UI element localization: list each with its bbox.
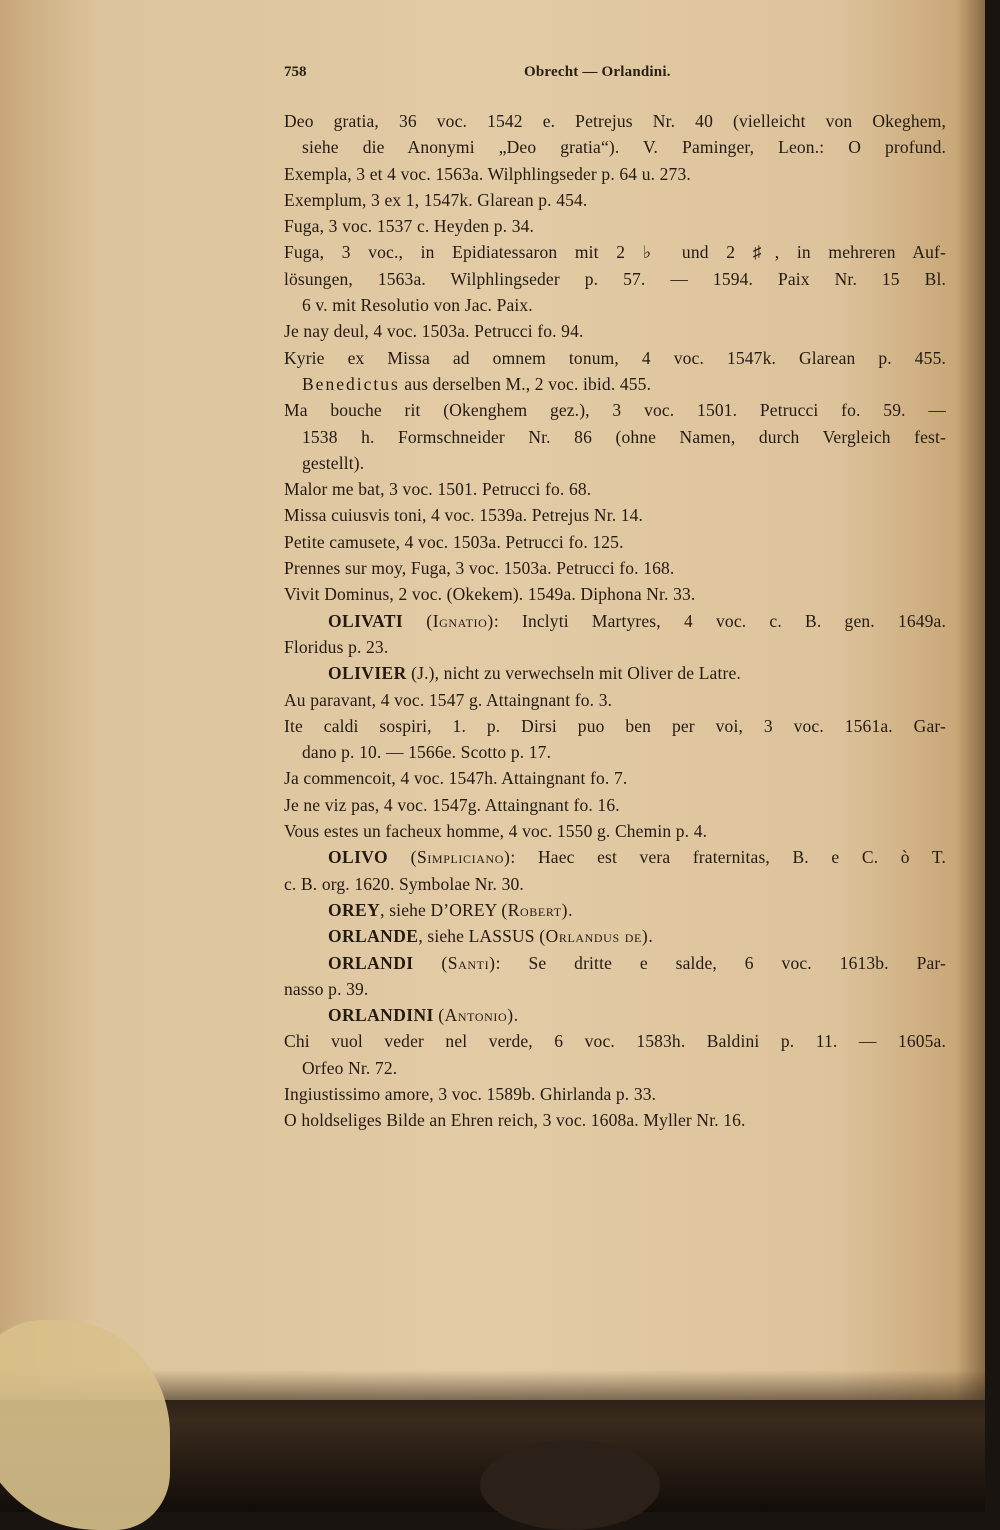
entry-text: 6 v. mit Resolutio von Jac. Paix. [302,295,533,316]
catalog-line [284,739,946,765]
entry-text: Exempla, 3 et 4 voc. 1563a. Wilphlingseder p. 64 u. 273. [284,163,691,184]
entry-text: , siehe LASSUS [418,926,540,947]
catalog-line [284,239,946,265]
page-number: 758 [284,64,307,80]
entry-text: , siehe D’OREY [380,899,502,920]
composer-forename: (Simpliciano) [410,847,511,868]
catalog-line [284,318,946,344]
catalog-line [284,555,946,581]
catalog-line [284,1055,946,1081]
composer-forename: (Santi) [441,952,496,973]
catalog-line [284,502,946,528]
catalog-line [284,1028,946,1054]
entry-text: dano p. 10. — 1566e. Scotto p. 17. [302,742,552,763]
entry-text: (J.), nicht zu verwechseln mit Oliver de Latre. [406,663,741,684]
catalog-line [284,923,946,949]
entry-text: aus derselben M., 2 voc. ibid. 455. [399,373,652,394]
catalog-line [284,765,946,791]
catalog-line [284,687,946,713]
catalog-entries [284,108,946,1134]
entry-text: : Se dritte e salde, 6 voc. 1613b. Par- [495,952,946,973]
catalog-line [284,161,946,187]
catalog-line [284,476,946,502]
entry-text: : Inclyti Martyres, 4 voc. c. B. gen. 1649a. [493,610,946,631]
entry-text: : Haec est vera fraternitas, B. e C. ò T. [510,847,946,868]
catalog-line [284,213,946,239]
running-head: Obrecht — Orlandini. [524,64,671,80]
entry-text: Ma bouche rit (Okenghem gez.), 3 voc. 1501. Petrucci fo. 59. — [284,400,946,421]
catalog-line [284,345,946,371]
entry-text: gestellt). [302,452,365,473]
catalog-line [284,897,946,923]
catalog-line [284,450,946,476]
composer-forename: (Ignatio) [426,610,494,631]
catalog-line [284,844,946,870]
entry-text: Je nay deul, 4 voc. 1503a. Petrucci fo. 94. [284,321,584,342]
composer-forename: (Antonio) [438,1005,514,1026]
entry-text: Vous estes un facheux homme, 4 voc. 1550 g. Chemin p. 4. [284,821,708,842]
entry-text: siehe die Anonymi „Deo gratia“). V. Paminger, Leon.: O profund. [302,137,946,158]
catalog-line [284,608,946,634]
referenced-forename: (Orlandus de) [539,926,649,947]
scan-shadow [480,1440,660,1530]
entry-text: O holdseliges Bilde an Ehren reich, 3 voc. 1608a. Myller Nr. 16. [284,1110,746,1131]
catalog-line [284,713,946,739]
entry-text: Fuga, 3 voc., in Epidiatessaron mit 2 ♭ und 2 ♯, in mehreren Auf- [284,242,946,263]
entry-text: Je ne viz pas, 4 voc. 1547g. Attaingnant fo. 16. [284,794,620,815]
referenced-forename: (Robert) [501,899,569,920]
catalog-line [284,976,946,1002]
catalog-line [284,424,946,450]
catalog-line [284,292,946,318]
composer-name: ORLANDI [328,952,414,973]
composer-name: OLIVIER [328,663,407,684]
entry-text: 1538 h. Formschneider Nr. 86 (ohne Namen, durch Vergleich fest- [302,426,946,447]
catalog-line [284,871,946,897]
entry-text: c. B. org. 1620. Symbolae Nr. 30. [284,873,524,894]
entry-text: Ite caldi sospiri, 1. p. Dirsi puo ben per voi, 3 voc. 1561a. Gar- [284,715,946,736]
catalog-line [284,1107,946,1133]
catalog-line [284,397,946,423]
entry-text: . [513,1005,519,1026]
entry-text: Fuga, 3 voc. 1537 c. Heyden p. 34. [284,216,535,237]
entry-text: Exemplum, 3 ex 1, 1547k. Glarean p. 454. [284,189,588,210]
catalog-line [284,266,946,292]
entry-text: Prennes sur moy, Fuga, 3 voc. 1503a. Petrucci fo. 168. [284,558,675,579]
composer-name: ORLANDINI [328,1005,434,1026]
composer-name: OLIVATI [328,610,404,631]
catalog-line [284,818,946,844]
entry-text: Ingiustissimo amore, 3 voc. 1589b. Ghirlanda p. 33. [284,1083,657,1104]
catalog-line [284,529,946,555]
catalog-line [284,108,946,134]
entry-text: nasso p. 39. [284,978,369,999]
entry-text: Vivit Dominus, 2 voc. (Okekem). 1549a. Diphona Nr. 33. [284,584,696,605]
catalog-line [284,134,946,160]
catalog-line [284,792,946,818]
entry-text: Au paravant, 4 voc. 1547 g. Attaingnant fo. 3. [284,689,613,710]
catalog-line [284,634,946,660]
page-header [284,64,944,88]
entry-text: Deo gratia, 36 voc. 1542 e. Petrejus Nr. 40 (vielleicht von Okeghem, [284,111,946,131]
entry-text: Orfeo Nr. 72. [302,1057,398,1078]
entry-text: lösungen, 1563a. Wilphlingseder p. 57. — 1594. Paix Nr. 15 Bl. [284,268,946,289]
catalog-line [284,371,946,397]
entry-text-end: . [568,899,573,920]
composer-name: OREY [328,899,381,920]
entry-text: Chi vuol veder nel verde, 6 voc. 1583h. Baldini p. 11. — 1605a. [284,1031,946,1052]
catalog-line [284,1081,946,1107]
catalog-line [284,950,946,976]
catalog-line [284,660,946,686]
composer-name: ORLANDE [328,926,419,947]
entry-text-end: . [648,926,653,947]
catalog-line [284,187,946,213]
entry-text: Floridus p. 23. [284,636,389,657]
catalog-line [284,1002,946,1028]
section-title: Benedictus [302,373,400,394]
composer-name: OLIVO [328,847,388,868]
entry-text: Kyrie ex Missa ad omnem tonum, 4 voc. 1547k. Glarean p. 455. [284,347,946,368]
entry-text: Malor me bat, 3 voc. 1501. Petrucci fo. 68. [284,479,592,500]
entry-text: Ja commencoit, 4 voc. 1547h. Attaingnant fo. 7. [284,768,628,789]
entry-text: Missa cuiusvis toni, 4 voc. 1539a. Petrejus Nr. 14. [284,505,644,526]
entry-text: Petite camusete, 4 voc. 1503a. Petrucci fo. 125. [284,531,624,552]
catalog-line [284,581,946,607]
